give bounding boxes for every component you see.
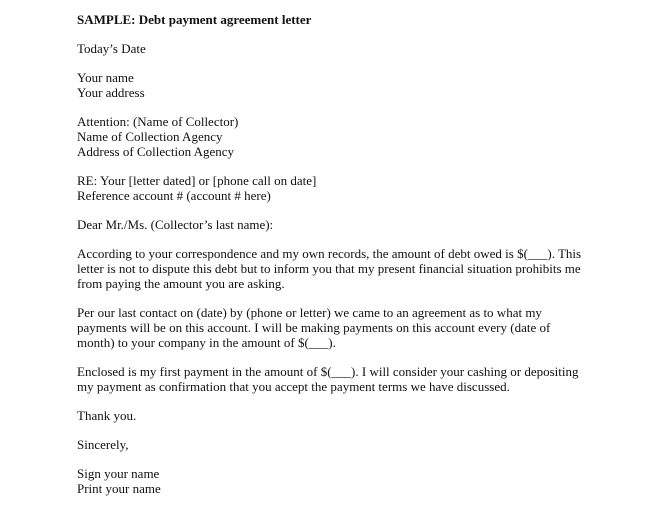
closing-line: Sincerely, <box>77 437 129 452</box>
paragraph-line: payments will be on this account. I will be making payments on this account every (date of <box>77 320 551 335</box>
signature-sign-line: Sign your name <box>77 466 160 481</box>
recipient-block <box>77 114 587 159</box>
paragraph-agreement <box>77 305 587 350</box>
thanks-line: Thank you. <box>77 408 137 423</box>
reference-account-line: Reference account # (account # here) <box>77 188 271 203</box>
document-title: SAMPLE: Debt payment agreement letter <box>77 12 312 27</box>
signature-print-line: Print your name <box>77 481 161 496</box>
sender-address: Your address <box>77 85 145 100</box>
sender-name: Your name <box>77 70 134 85</box>
date-block <box>77 41 587 56</box>
thanks-block <box>77 408 587 423</box>
re-line: RE: Your [letter dated] or [phone call on date] <box>77 173 317 188</box>
recipient-attention: Attention: (Name of Collector) <box>77 114 239 129</box>
paragraph-line: Per our last contact on (date) by (phone or letter) we came to an agreement as to what my <box>77 305 542 320</box>
paragraph-enclosed-payment <box>77 364 587 394</box>
salutation-block <box>77 217 587 232</box>
paragraph-line: According to your correspondence and my own records, the amount of debt owed is $(___). This <box>77 246 582 261</box>
paragraph-line: my payment as confirmation that you accept the payment terms we have discussed. <box>77 379 510 394</box>
salutation: Dear Mr./Ms. (Collector’s last name): <box>77 217 274 232</box>
paragraph-line: from paying the amount you are asking. <box>77 276 285 291</box>
paragraph-line: month) to your company in the amount of $(___). <box>77 335 336 350</box>
date-line: Today’s Date <box>77 41 146 56</box>
recipient-agency-address: Address of Collection Agency <box>77 144 235 159</box>
re-block <box>77 173 587 203</box>
paragraph-debt-amount <box>77 246 587 291</box>
sender-block <box>77 70 587 100</box>
signature-block <box>77 466 587 496</box>
paragraph-line: Enclosed is my first payment in the amount of $(___). I will consider your cashing or depositing <box>77 364 579 379</box>
letter-page <box>77 12 587 496</box>
recipient-agency: Name of Collection Agency <box>77 129 223 144</box>
paragraph-line: letter is not to dispute this debt but to inform you that my present financial situation prohibits me <box>77 261 581 276</box>
closing-block <box>77 437 587 452</box>
